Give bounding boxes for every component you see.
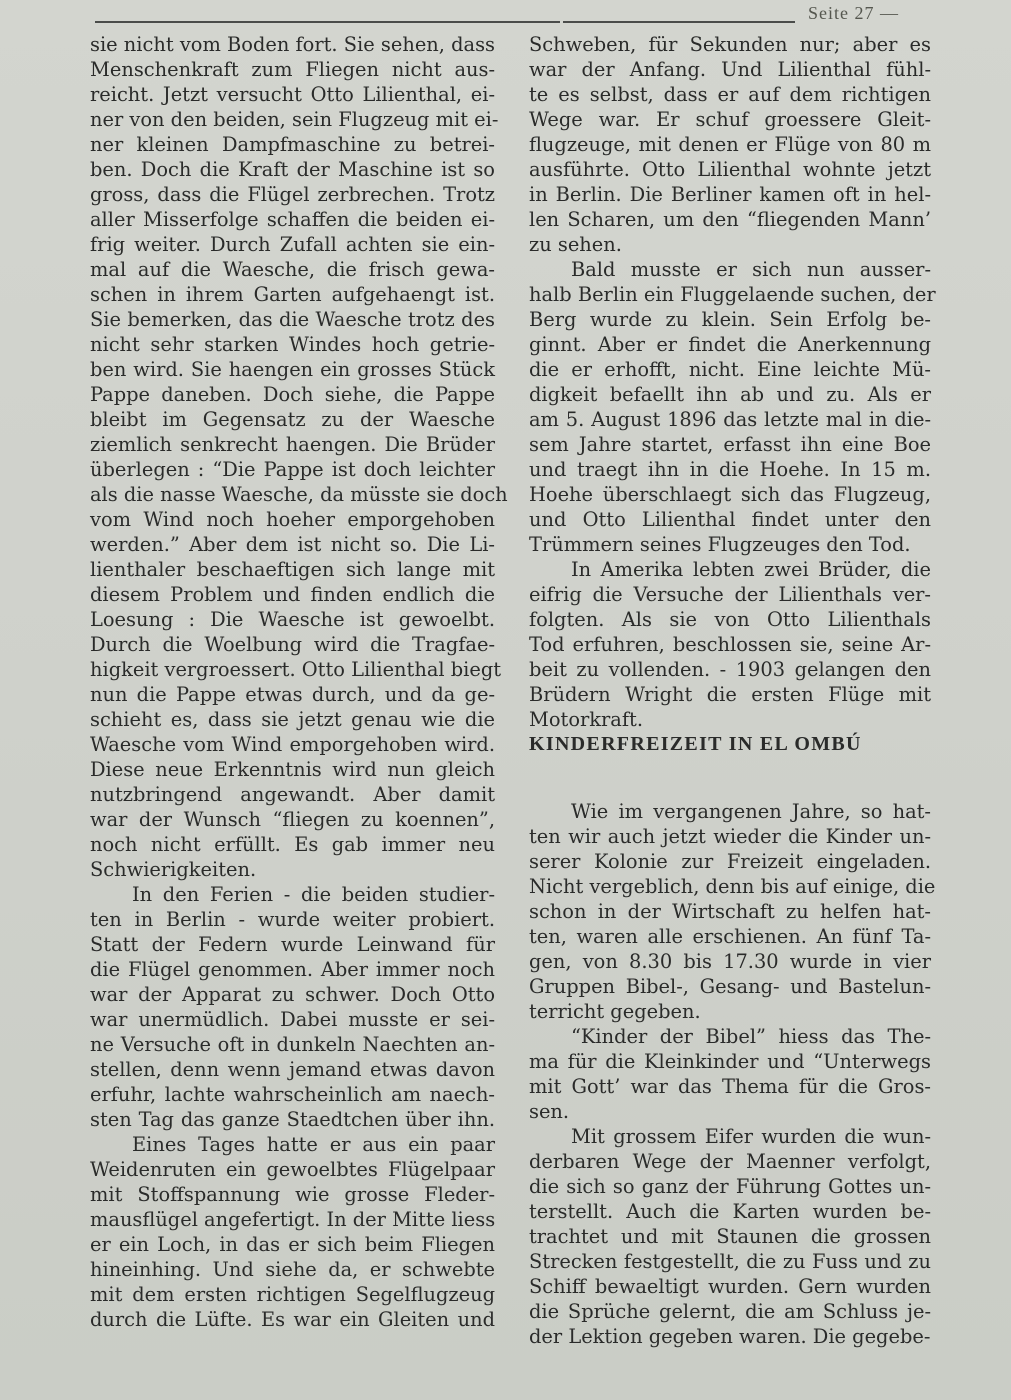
paragraph <box>90 882 495 1132</box>
text-line: schieht es, dass sie jetzt genau wie die <box>90 708 495 731</box>
text-line: sie nicht vom Boden fort. Sie sehen, dass <box>90 33 495 56</box>
text-line: die Flügel genommen. Aber immer noch <box>90 958 495 981</box>
text-line: Motorkraft. <box>529 708 643 731</box>
text-line: sten Tag das ganze Staedtchen über ihn. <box>90 1108 495 1131</box>
text-line: In Amerika lebten zwei Brüder, die <box>571 558 931 581</box>
paragraph <box>529 257 936 557</box>
text-line: terricht gegeben. <box>529 1000 701 1023</box>
text-line: mal auf die Waesche, die frisch gewa- <box>90 258 495 281</box>
text-line: len Scharen, um den “fliegenden Mann’ <box>529 208 931 231</box>
text-line: werden.” Aber dem ist nicht so. Die Li- <box>90 533 495 556</box>
section-heading: KINDERFREIZEIT IN EL OMBÚ <box>529 733 862 755</box>
text-line: der Lektion gegeben waren. Die gegebe- <box>529 1325 931 1348</box>
right-column <box>529 32 936 1349</box>
text-line: Pappe daneben. Doch siehe, die Pappe <box>90 383 495 406</box>
text-line: “Kinder der Bibel” hiess das The- <box>571 1025 931 1048</box>
text-line: serer Kolonie zur Freizeit eingeladen. <box>529 850 931 873</box>
text-line: ausführte. Otto Lilienthal wohnte jetzt <box>529 158 931 181</box>
text-line: die sich so ganz der Führung Gottes un- <box>529 1175 931 1198</box>
text-line: mit Gott’ war das Thema für die Gros- <box>529 1075 931 1098</box>
paragraph <box>90 32 508 882</box>
left-column <box>90 32 508 1332</box>
text-line: ziemlich senkrecht haengen. Die Brüder <box>90 433 495 456</box>
text-line: Tod erfuhren, beschlossen sie, seine Ar- <box>529 633 931 656</box>
text-line: ma für die Kleinkinder und “Unterwegs <box>529 1050 931 1073</box>
text-line: Statt der Federn wurde Leinwand für <box>90 933 495 956</box>
text-line: eifrig die Versuche der Lilienthals ver- <box>529 583 931 606</box>
text-line: ten in Berlin - wurde weiter probiert. <box>90 908 495 931</box>
text-line: nutzbringend angewandt. Aber damit <box>90 783 495 806</box>
text-line: ner kleinen Dampfmaschine zu betrei- <box>90 133 495 156</box>
text-line: Menschenkraft zum Fliegen nicht aus- <box>90 58 495 81</box>
text-line: reicht. Jetzt versucht Otto Lilienthal, ei- <box>90 83 495 106</box>
text-line: vom Wind noch hoeher emporgehoben <box>90 508 495 531</box>
paragraph <box>529 557 931 732</box>
text-line: Gruppen Bibel-, Gesang- und Bastelun- <box>529 975 931 998</box>
text-line: Diese neue Erkenntnis wird nun gleich <box>90 758 495 781</box>
text-line: flugzeuge, mit denen er Flüge von 80 m <box>529 133 931 156</box>
text-line: ne Versuche oft in dunkeln Naechten an- <box>90 1033 495 1056</box>
text-line: war unermüdlich. Dabei musste er sei- <box>90 1008 495 1031</box>
header-rule-right <box>563 21 795 23</box>
text-line: gross, dass die Flügel zerbrechen. Trotz <box>90 183 495 206</box>
text-line: digkeit befaellt ihn ab und zu. Als er <box>529 383 931 406</box>
text-line: higkeit vergroessert. Otto Lilienthal biegt <box>90 658 502 681</box>
text-line: derbaren Wege der Maenner verfolgt, <box>529 1150 931 1173</box>
text-line: als die nasse Waesche, da müsste sie doch <box>90 483 508 506</box>
text-line: Waesche vom Wind emporgehoben wird. <box>90 733 495 756</box>
text-line: beit zu vollenden. - 1903 gelangen den <box>529 658 931 681</box>
text-line: Hoehe überschlaegt sich das Flugzeug, <box>529 483 931 506</box>
text-line: überlegen : “Die Pappe ist doch leichter <box>90 458 495 481</box>
paragraph <box>529 32 931 257</box>
text-line: Bald musste er sich nun ausser- <box>571 258 931 281</box>
text-line: Weidenruten ein gewoelbtes Flügelpaar <box>90 1158 495 1181</box>
text-line: die er erhofft, nicht. Eine leichte Mü- <box>529 358 931 381</box>
text-line: noch nicht erfüllt. Es gab immer neu <box>90 833 495 856</box>
text-line: schen in ihrem Garten aufgehaengt ist. <box>90 283 495 306</box>
text-line: ginnt. Aber er findet die Anerkennung <box>529 333 931 356</box>
text-line: war der Wunsch “fliegen zu koennen”, <box>90 808 495 831</box>
text-line: Wie im vergangenen Jahre, so hat- <box>571 800 931 823</box>
text-line: frig weiter. Durch Zufall achten sie ein- <box>90 233 495 256</box>
text-line: er ein Loch, in das er sich beim Fliegen <box>90 1233 495 1256</box>
text-line: war der Apparat zu schwer. Doch Otto <box>90 983 495 1006</box>
text-line: stellen, denn wenn jemand etwas davon <box>90 1058 495 1081</box>
text-line: und Otto Lilienthal findet unter den <box>529 508 931 531</box>
text-line: ten wir auch jetzt wieder die Kinder un- <box>529 825 931 848</box>
text-line: gen, von 8.30 bis 17.30 wurde in vier <box>529 950 931 973</box>
text-line: am 5. August 1896 das letzte mal in die- <box>529 408 931 431</box>
text-line: Sie bemerken, das die Waesche trotz des <box>90 308 495 331</box>
text-line: lienthaler beschaeftigen sich lange mit <box>90 558 495 581</box>
header-rule-left <box>95 21 560 23</box>
text-line: ner von den beiden, sein Flugzeug mit ei- <box>90 108 499 131</box>
paragraph <box>90 1132 495 1332</box>
text-line: ten, waren alle erschienen. An fünf Ta- <box>529 925 931 948</box>
text-line: bleibt im Gegensatz zu der Waesche <box>90 408 495 431</box>
text-line: Berg wurde zu klein. Sein Erfolg be- <box>529 308 931 331</box>
text-line: Eines Tages hatte er aus ein paar <box>132 1133 495 1156</box>
text-line: Wege war. Er schuf groessere Gleit- <box>529 108 931 131</box>
text-line: Trümmern seines Flugzeuges den Tod. <box>529 533 911 556</box>
text-line: Strecken festgestellt, die zu Fuss und zu <box>529 1250 931 1273</box>
text-line: halb Berlin ein Fluggelaende suchen, der <box>529 283 936 306</box>
text-line: terstellt. Auch die Karten wurden be- <box>529 1200 931 1223</box>
text-line: Brüdern Wright die ersten Flüge mit <box>529 683 931 706</box>
text-line: nun die Pappe etwas durch, und da ge- <box>90 683 495 706</box>
section-gap <box>529 757 931 799</box>
text-line: ben wird. Sie haengen ein grosses Stück <box>90 358 495 381</box>
text-line: Schweben, für Sekunden nur; aber es <box>529 33 931 56</box>
text-line: Durch die Woelbung wird die Tragfae- <box>90 633 495 656</box>
text-line: ben. Doch die Kraft der Maschine ist so <box>90 158 495 181</box>
text-line: folgten. Als sie von Otto Lilienthals <box>529 608 931 631</box>
text-line: Loesung : Die Waesche ist gewoelbt. <box>90 608 495 631</box>
text-line: mit dem ersten richtigen Segelflugzeug <box>90 1283 495 1306</box>
text-line: in Berlin. Die Berliner kamen oft in hel- <box>529 183 931 206</box>
text-line: trachtet und mit Staunen die grossen <box>529 1225 931 1248</box>
paragraph <box>529 799 936 1024</box>
text-line: mit Stoffspannung wie grosse Fleder- <box>90 1183 495 1206</box>
text-line: erfuhr, lachte wahrscheinlich am naech- <box>90 1083 495 1106</box>
text-line: In den Ferien - die beiden studier- <box>132 883 495 906</box>
text-line: nicht sehr starken Windes hoch getrie- <box>90 333 495 356</box>
text-line: schon in der Wirtschaft zu helfen hat- <box>529 900 931 923</box>
text-line: Nicht vergeblich, denn bis auf einige, die <box>529 875 936 898</box>
text-line: durch die Lüfte. Es war ein Gleiten und <box>90 1308 495 1331</box>
text-line: die Sprüche gelernt, die am Schluss je- <box>529 1300 931 1323</box>
text-line: diesem Problem und finden endlich die <box>90 583 495 606</box>
text-line: zu sehen. <box>529 233 622 256</box>
text-line: und traegt ihn in die Hoehe. In 15 m. <box>529 458 931 481</box>
text-line: Mit grossem Eifer wurden die wun- <box>571 1125 931 1148</box>
page-number: Seite 27 — <box>808 3 899 23</box>
text-line: sen. <box>529 1100 570 1123</box>
text-line: aller Misserfolge schaffen die beiden ei- <box>90 208 495 231</box>
paragraph <box>529 1124 931 1349</box>
text-line: hineinhing. Und siehe da, er schwebte <box>90 1258 495 1281</box>
text-line: te es selbst, dass er auf dem richtigen <box>529 83 931 106</box>
paragraph <box>529 1024 931 1124</box>
text-line: sem Jahre startet, erfasst ihn eine Boe <box>529 433 931 456</box>
text-line: Schiff bewaeltigt wurden. Gern wurden <box>529 1275 931 1298</box>
text-line: war der Anfang. Und Lilienthal fühl- <box>529 58 931 81</box>
text-line: Schwierigkeiten. <box>90 858 257 881</box>
text-line: mausflügel angefertigt. In der Mitte liess <box>90 1208 496 1231</box>
